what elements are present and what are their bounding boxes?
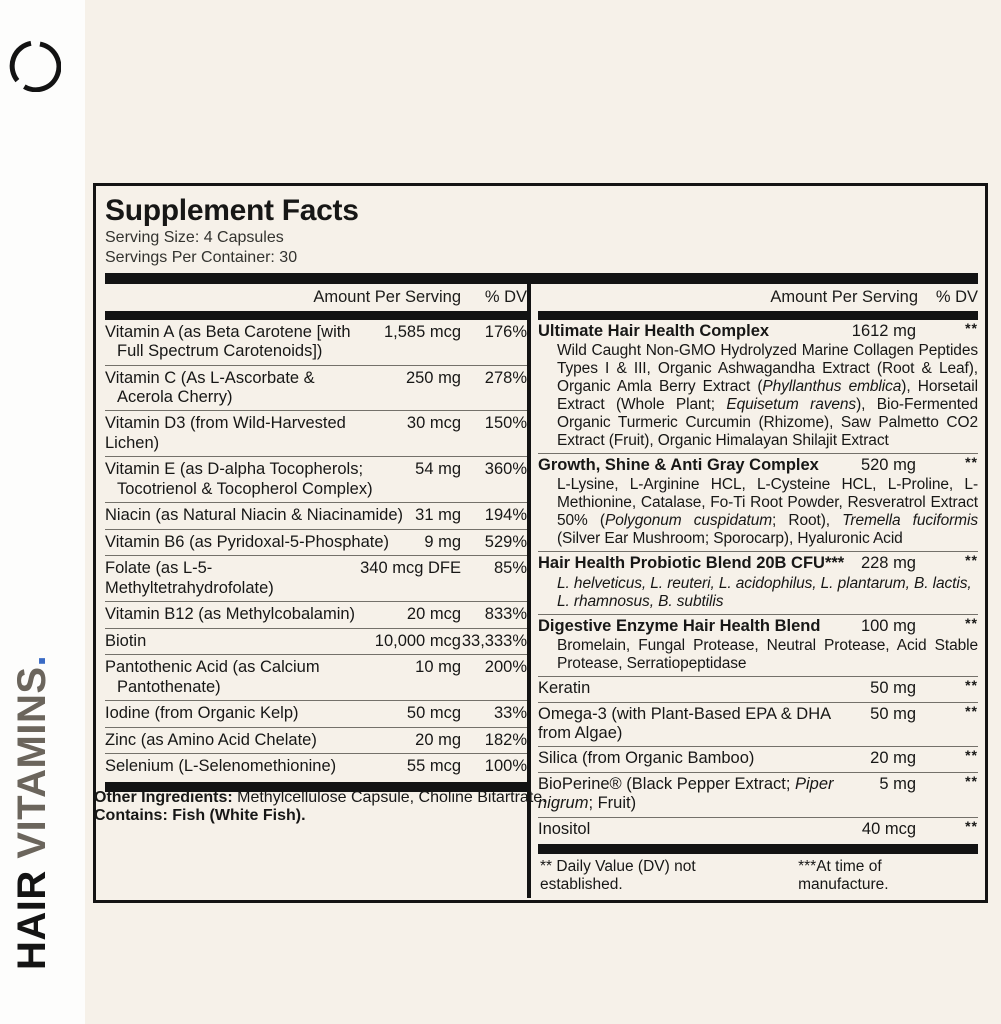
table-row [105, 700, 527, 726]
nutrient-dv: 833% [484, 605, 527, 624]
nutrient-name-line2: Pantothenate) [117, 677, 221, 696]
nutrient-name-line2: Tocotrienol & Tocopherol Complex) [117, 479, 373, 498]
nutrient-name [105, 757, 407, 776]
vertical-title-dot: . [10, 654, 54, 667]
nutrient-name [105, 658, 415, 697]
table-row [538, 320, 978, 453]
blend-title-row [538, 679, 978, 698]
divider-bar-header-left [105, 311, 527, 320]
nutrient-amount: 55 mcg [406, 757, 461, 776]
serving-size: Serving Size: 4 Capsules [105, 228, 284, 246]
nutrient-dv: 360% [484, 460, 527, 479]
vertical-product-title [10, 630, 55, 970]
nutrient-name-line1: Zinc (as Amino Acid Chelate) [105, 730, 317, 749]
nutrient-name-line1: Vitamin D3 (from Wild-Harvested Lichen) [105, 414, 346, 452]
blend-ingredients [538, 574, 978, 611]
nutrient-dv: 33,333% [461, 631, 527, 650]
blend-amount: 520 mg [860, 455, 916, 474]
broken-circle-logo-icon [9, 40, 61, 92]
blend-amount: 40 mcg [861, 819, 916, 838]
blend-amount: 100 mg [860, 616, 916, 635]
nutrient-amount: 250 mg [405, 368, 461, 387]
table-row [538, 702, 978, 747]
nutrient-name [105, 533, 424, 552]
blend-dv: ** [965, 817, 978, 834]
text-segment: BioPerine® (Black Pepper Extract; [538, 774, 796, 793]
amount-per-serving-header: Amount Per Serving [770, 287, 918, 306]
text-segment: Silica (from Organic Bamboo) [538, 749, 755, 768]
nutrient-name [105, 632, 375, 651]
nutrient-name-line1: Selenium (L-Selenomethionine) [105, 757, 337, 776]
table-row [105, 320, 527, 365]
blend-title-row [538, 453, 978, 475]
blend-name [538, 322, 852, 341]
blend-title-row [538, 702, 978, 744]
nutrient-dv: 182% [484, 730, 527, 749]
nutrient-name [105, 369, 406, 408]
nutrient-name [105, 704, 407, 723]
nutrient-name-line1: Biotin [105, 631, 147, 650]
latin-name-italic: Equisetum ravens [726, 395, 857, 413]
other-ingredients-label: Other Ingredients: [94, 789, 233, 806]
nutrient-name [105, 605, 407, 624]
contains-line: Contains: Fish (White Fish). [94, 807, 306, 825]
nutrient-amount: 9 mg [424, 532, 461, 551]
nutrient-rows-right [538, 320, 978, 843]
nutrient-name [105, 559, 360, 598]
blend-dv: ** [965, 702, 978, 719]
table-row [105, 601, 527, 627]
nutrient-name-line1: Pantothenic Acid (as Calcium [105, 658, 320, 677]
nutrient-amount: 340 mcg DFE [360, 559, 461, 578]
text-segment: Keratin [538, 679, 591, 698]
amount-per-serving-header: Amount Per Serving [313, 287, 461, 306]
table-row [105, 654, 527, 700]
nutrient-name [105, 414, 407, 453]
text-segment: ), Bio-Fermented Organic Turmeric Curcumin (Rhizome), Saw Palmetto CO2 Extract (Fruit), Organic Himalayan Shilajit Extract [557, 395, 978, 449]
blend-amount: 5 mg [879, 774, 916, 793]
nutrient-name-line1: Vitamin E (as D-alpha Tocopherols; [105, 460, 364, 479]
latin-name-italic: Polygonum cuspidatum [604, 512, 773, 530]
text-segment: (Silver Ear Mushroom; Sporocarp), Hyaluronic Acid [557, 530, 903, 548]
nutrient-dv: 85% [493, 559, 527, 578]
latin-name-italic: Tremella fuciformis [842, 512, 978, 530]
latin-name-italic: Phyllanthus emblica [762, 378, 902, 395]
table-row [538, 551, 978, 613]
blend-amount: 1612 mg [851, 321, 916, 340]
nutrient-name [105, 731, 415, 750]
vertical-title-vitamins: VITAMINS [10, 666, 54, 871]
servings-per-container: Servings Per Container: 30 [105, 248, 298, 266]
blend-name [538, 679, 870, 698]
blend-amount: 20 mg [870, 749, 916, 768]
nutrient-name-line2: Acerola Cherry) [117, 388, 233, 406]
text-segment: Omega-3 (with Plant-Based EPA & DHA from Algae) [538, 704, 831, 742]
latin-name-italic: L. helveticus, L. reuteri, L. acidophilus, L. plantarum, B. lactis, L. rhamnosus, B. subtilis [557, 574, 972, 610]
table-row [105, 753, 527, 779]
table-row [538, 453, 978, 551]
panel-title: Supplement Facts [105, 194, 359, 227]
nutrient-name [105, 323, 384, 362]
latin-name-italic: Piper nigrum [538, 774, 834, 813]
footnote-time-of-manufacture: ***At time of manufacture. [798, 858, 889, 894]
vertical-title-hair: HAIR [10, 870, 54, 970]
table-row [105, 555, 527, 601]
divider-bar-top [105, 273, 978, 284]
nutrient-name-line1: Folate (as L-5-Methyltetrahydrofolate) [105, 559, 274, 597]
nutrient-amount: 50 mcg [406, 704, 461, 723]
nutrient-dv: 194% [484, 506, 527, 525]
blend-name [538, 705, 870, 744]
nutrient-dv: 150% [484, 414, 527, 433]
text-segment: Hair Health Probiotic Blend 20B CFU*** [538, 554, 845, 573]
blend-name [538, 749, 870, 768]
text-segment: L-Lysine, L-Arginine HCL, L-Cysteine HCL, L-Proline, L-Methionine, Catalase, Fo-Ti Root Powder, Resveratrol Extract 50% ( [557, 476, 978, 530]
blend-ingredients [538, 636, 978, 673]
nutrient-name-line1: Vitamin C (As L-Ascorbate & [105, 368, 315, 387]
blend-dv: ** [965, 552, 978, 569]
nutrient-amount: 10,000 mcg [374, 631, 461, 650]
column-header-right [538, 284, 978, 311]
nutrient-dv: 278% [484, 368, 527, 387]
blend-dv: ** [965, 319, 978, 336]
nutrient-name-line1: Niacin (as Natural Niacin & Niacinamide) [105, 506, 404, 525]
blend-name [538, 617, 861, 636]
text-segment: ; Root), [772, 512, 843, 530]
daily-value-footnote [538, 854, 978, 898]
nutrient-amount: 30 mcg [406, 414, 461, 433]
table-row [105, 628, 527, 654]
divider-bar-header-right [538, 311, 978, 320]
blend-dv: ** [965, 614, 978, 631]
nutrient-dv: 176% [484, 322, 527, 341]
blend-dv: ** [965, 747, 978, 764]
blend-title-row [538, 319, 978, 341]
blend-title-row [538, 749, 978, 768]
percent-dv-header: % DV [935, 287, 978, 306]
nutrient-dv: 33% [493, 704, 527, 723]
nutrient-dv: 529% [484, 532, 527, 551]
blend-dv: ** [965, 772, 978, 789]
text-segment: ; Fruit) [588, 794, 637, 813]
nutrient-name-line2: Full Spectrum Carotenoids]) [117, 342, 323, 361]
blend-ingredients [538, 341, 978, 450]
text-segment: Wild Caught Non-GMO Hydrolyzed Marine Collagen Peptides Types I & III, Organic Ashwagandha Extract (Root & Leaf), Organic Amla Berry Extract ( [557, 342, 978, 395]
nutrient-name-line1: Vitamin B12 (as Methylcobalamin) [105, 605, 356, 624]
nutrient-amount: 31 mg [415, 506, 461, 525]
blend-name [538, 554, 861, 573]
nutrient-name-line1: Vitamin B6 (as Pyridoxal-5-Phosphate) [105, 532, 389, 551]
nutrient-rows-left [105, 320, 527, 780]
other-ingredients-line [94, 789, 974, 807]
nutrient-amount: 54 mg [415, 460, 461, 479]
blend-amount: 228 mg [860, 554, 916, 573]
other-ingredients-block [94, 789, 974, 826]
nutrient-name-line1: Vitamin A (as Beta Carotene [with [105, 322, 351, 341]
divider-bar-bottom-right [538, 844, 978, 854]
nutrient-name [105, 506, 415, 525]
text-segment: Growth, Shine & Anti Gray Complex [538, 455, 819, 474]
footnote-dv-not-established: ** Daily Value (DV) not established. [540, 858, 696, 894]
blend-dv: ** [965, 677, 978, 694]
table-row [538, 676, 978, 701]
percent-dv-header: % DV [484, 287, 527, 306]
text-segment: Inositol [538, 819, 591, 838]
blend-dv: ** [965, 453, 978, 470]
nutrient-dv: 100% [484, 757, 527, 776]
table-row [105, 410, 527, 456]
nutrient-amount: 10 mg [415, 658, 461, 677]
nutrient-dv: 200% [484, 658, 527, 677]
text-segment: ), Horsetail Extract (Whole Plant; [557, 378, 978, 413]
blend-ingredients [538, 475, 978, 548]
table-row [105, 529, 527, 555]
nutrient-name [105, 460, 415, 499]
blend-amount: 50 mg [870, 704, 916, 723]
column-header-left [105, 284, 527, 311]
table-row [538, 614, 978, 676]
text-segment: Bromelain, Fungal Protease, Neutral Protease, Acid Stable Protease, Serratiopeptidase [557, 637, 978, 673]
blend-title-row [538, 614, 978, 636]
text-segment: Ultimate Hair Health Complex [538, 321, 770, 340]
nutrient-amount: 20 mg [415, 730, 461, 749]
other-ingredients-value: Methylcellulose Capsule, Choline Bitartrate. [232, 789, 547, 806]
table-row [105, 502, 527, 528]
text-segment: Digestive Enzyme Hair Health Blend [538, 616, 821, 635]
blend-name [538, 456, 861, 475]
table-row [538, 746, 978, 771]
blend-amount: 50 mg [870, 679, 916, 698]
table-row [105, 727, 527, 753]
blend-title-row [538, 554, 978, 573]
nutrient-amount: 20 mcg [406, 605, 461, 624]
nutrient-name-line1: Iodine (from Organic Kelp) [105, 704, 299, 723]
table-row [105, 365, 527, 411]
table-row [105, 456, 527, 502]
nutrient-amount: 1,585 mcg [383, 322, 461, 341]
